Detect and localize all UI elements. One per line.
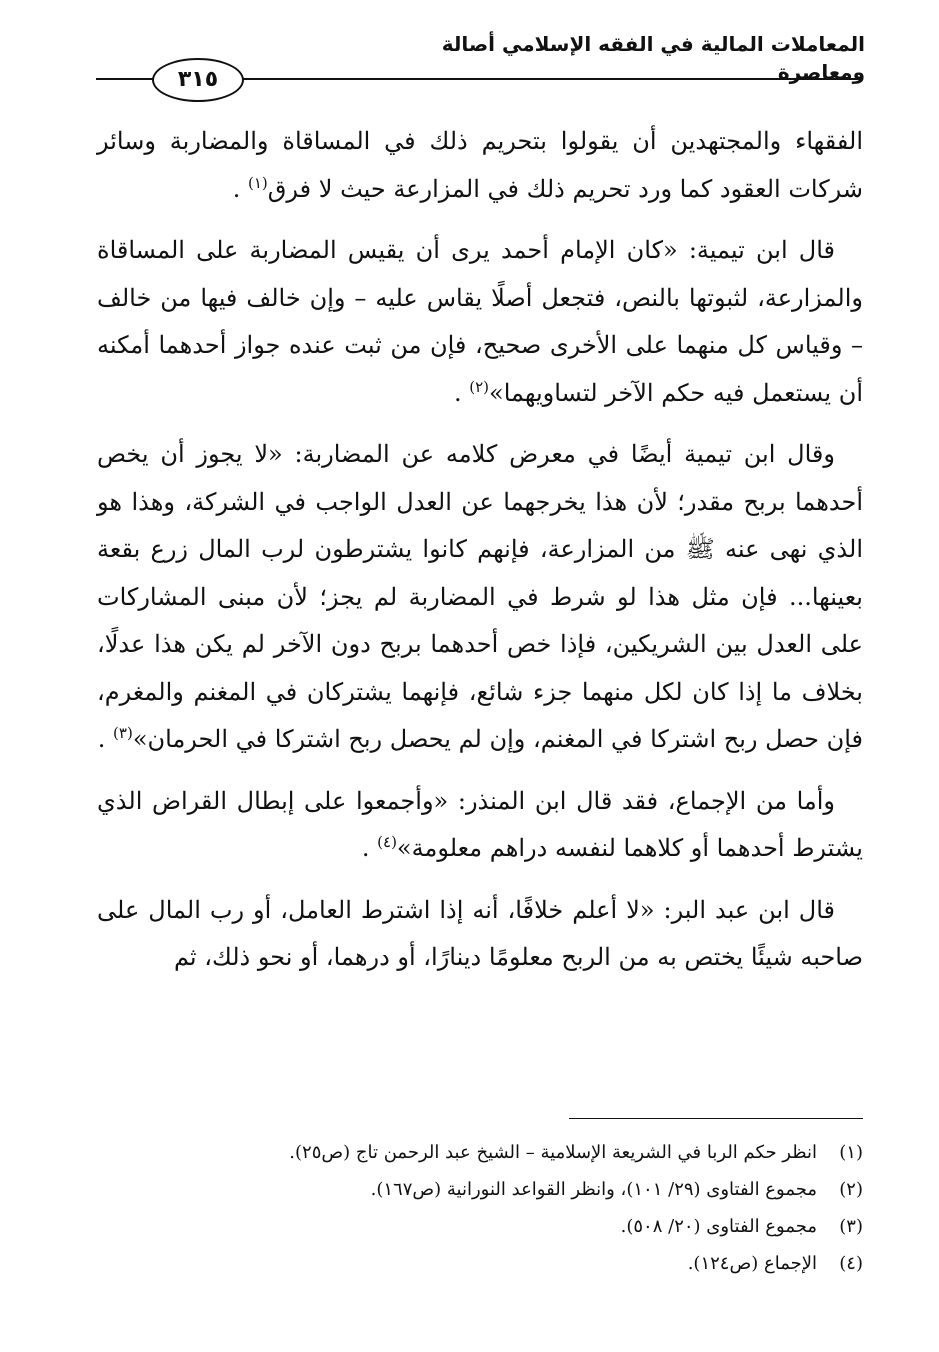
footnote-reference: (٤) xyxy=(377,833,397,851)
paragraph-text: وأما من الإجماع، فقد قال ابن المنذر: «وأجمعوا على إبطال القراض الذي يشترط أحدهما أو كلاهما لنفسه دراهم معلومة» xyxy=(97,786,863,862)
paragraph-text: وقال ابن تيمية أيضًا في معرض كلامه عن المضاربة: «لا يجوز أن يخص أحدهما بربح مقدر؛ لأن هذا يخرجهما عن العدل الواجب في الشركة، وهذا هو الذي نهى عنه ﷺ من المزارعة، فإنهم كانوا يشترطون لرب المال زرع بقعة بعينها... فإن مثل هذا لو شرط في المضاربة لم يجز؛ لأن مبنى المشاركات على العدل بين الشريكين، فإذا خص أحدهما بربح دون الآخر لم يكن هذا عدلًا، بخلاف ما إذا كان لكل منهما جزء شائع، فإنهما يشتركان في المغنم والمغرم، فإن حصل ربح اشتركا في المغنم، وإن لم يحصل ربح اشتركا في الحرمان» xyxy=(97,440,863,753)
footnote-reference: (٣) xyxy=(113,724,133,742)
paragraph xyxy=(97,431,863,764)
footnote-item xyxy=(97,1134,863,1171)
paragraph xyxy=(97,778,863,873)
footnote-reference: (١) xyxy=(248,173,268,192)
footnotes xyxy=(97,1134,863,1282)
footnote-reference: (٢) xyxy=(469,377,490,396)
paragraph-end: . xyxy=(232,174,241,203)
footnote-text: انظر حكم الربا في الشريعة الإسلامية – الشيخ عبد الرحمن تاج (ص٢٥). xyxy=(289,1142,817,1163)
footnote-item xyxy=(97,1245,863,1282)
footnote-number: (٤) xyxy=(839,1253,863,1274)
footnote-text: مجموع الفتاوى (٢٩/ ١٠١)، وانظر القواعد النورانية (ص١٦٧). xyxy=(370,1179,817,1200)
paragraph-end: . xyxy=(361,834,370,862)
footnote-number: (١) xyxy=(839,1142,863,1163)
footnote-number: (٣) xyxy=(839,1216,863,1237)
footnote-number: (٢) xyxy=(839,1179,863,1200)
footnote-item xyxy=(97,1208,863,1245)
paragraph xyxy=(97,227,863,417)
running-header-title: المعاملات المالية في الفقه الإسلامي أصالة ومعاصرة xyxy=(441,32,865,84)
paragraph-text: قال ابن تيمية: «كان الإمام أحمد يرى أن يقيس المضاربة على المساقاة والمزارعة، لثبوتها بالنص، فتجعل أصلًا يقاس عليه – وإن خالف فيها من خالف – وقياس كل منهما على الأخرى صحيح، فإن من ثبت عنده جواز أحدهما أمكنه أن يستعمل فيه حكم الآخر لتساويهما» xyxy=(97,236,863,407)
footnote-text: الإجماع (ص١٢٤). xyxy=(687,1253,817,1274)
paragraph-text: الفقهاء والمجتهدين أن يقولوا بتحريم ذلك في المساقاة والمضاربة وسائر شركات العقود كما ورد تحريم ذلك في المزارعة حيث لا فرق xyxy=(97,127,863,203)
paragraph-end: . xyxy=(97,725,106,753)
paragraph-end: . xyxy=(453,378,462,407)
paragraph xyxy=(97,118,863,213)
footnote-separator xyxy=(569,1118,863,1119)
paragraph xyxy=(97,887,863,982)
page-number-badge: ٣١٥ xyxy=(152,58,244,102)
footnote-text: مجموع الفتاوى (٢٠/ ٥٠٨). xyxy=(620,1216,817,1237)
footnote-item xyxy=(97,1171,863,1208)
main-text xyxy=(97,118,863,996)
paragraph-text: قال ابن عبد البر: «لا أعلم خلافًا، أنه إذا اشترط العامل، أو رب المال على صاحبه شيئًا يختص به من الربح معلومًا دينارًا، أو درهما، أو نحو ذلك، ثم xyxy=(97,895,863,971)
